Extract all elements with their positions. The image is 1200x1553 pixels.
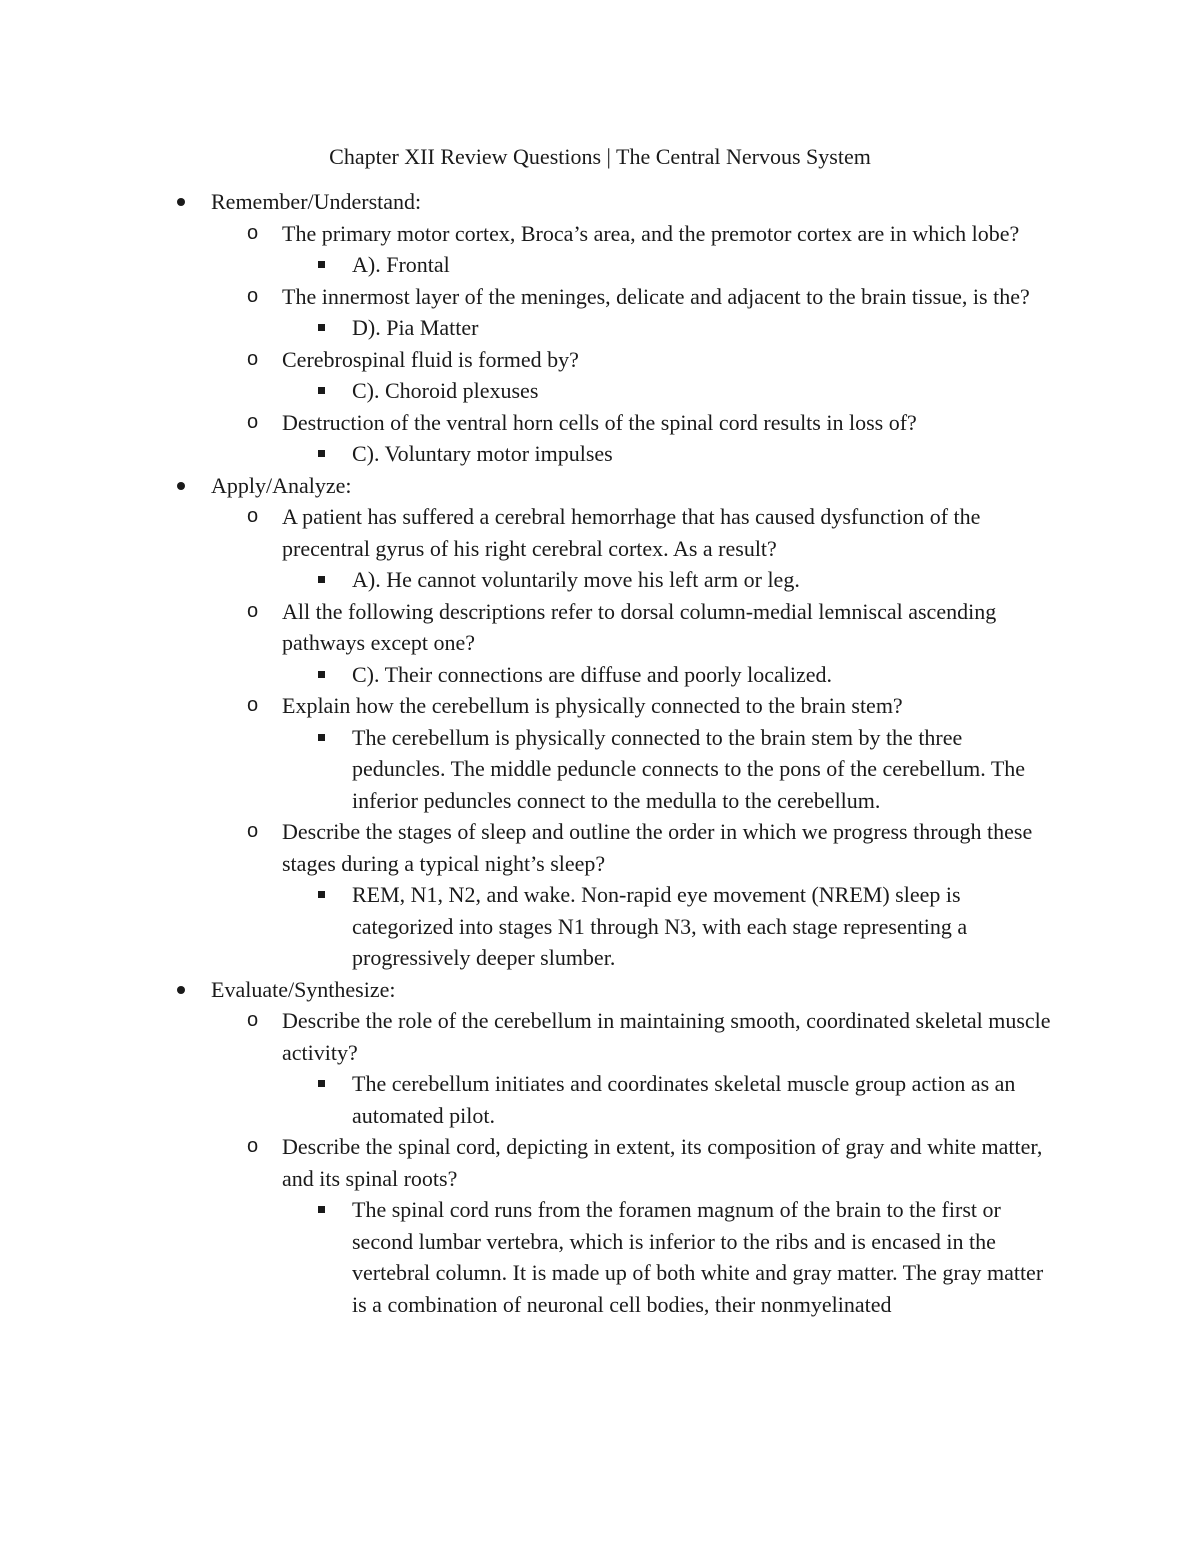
answer-item	[0, 375, 1200, 407]
question-item	[0, 1005, 1200, 1068]
answer-text: The spinal cord runs from the foramen magnum of the brain to the first or second lumbar vertebra, which is inferior to the ribs and is encased in the vertebral column. It is made up of both white and gray matter. The gray matter is a combination of neuronal cell bodies, their nonmyelinated	[352, 1197, 1044, 1317]
section-heading	[0, 470, 1200, 502]
section-heading-text: Evaluate/Synthesize:	[211, 976, 396, 1002]
bullet-square-icon	[318, 879, 330, 911]
bullet-square-icon	[318, 249, 330, 281]
answer-item	[0, 438, 1200, 470]
question-item	[0, 344, 1200, 376]
answer-text: C). Choroid plexuses	[352, 378, 539, 403]
bullet-circle-marker: o	[247, 1009, 259, 1031]
section-heading-text: Remember/Understand:	[211, 189, 422, 214]
answer-text: REM, N1, N2, and wake. Non-rapid eye movement (NREM) sleep is categorized into stages N1 through N3, with each stage representing a progressively deeper slumber.	[352, 882, 968, 970]
answer-text: D). Pia Matter	[352, 315, 479, 340]
question-text: The innermost layer of the meninges, delicate and adjacent to the brain tissue, is the?	[282, 283, 1030, 309]
answer-text: C). Their connections are diffuse and poorly localized.	[352, 661, 832, 687]
bullet-circle-marker: o	[247, 410, 259, 433]
bullet-disc-icon	[174, 974, 188, 1006]
question-text: The primary motor cortex, Broca’s area, and the premotor cortex are in which lobe?	[282, 220, 1020, 246]
bullet-disc-icon	[174, 186, 188, 218]
answer-item	[0, 1194, 1200, 1320]
answer-text: A). Frontal	[352, 252, 450, 277]
answer-item	[0, 312, 1200, 344]
bullet-circle-marker: o	[247, 284, 259, 307]
bullet-square-icon	[318, 722, 330, 754]
bullet-square-icon	[318, 312, 330, 344]
bullet-square-icon	[318, 659, 330, 691]
bullet-circle-marker: o	[247, 820, 259, 842]
document-title: Chapter XII Review Questions | The Central Nervous System	[329, 144, 871, 169]
answer-text: C). Voluntary motor impulses	[352, 441, 613, 466]
bullet-circle-marker: o	[247, 1135, 259, 1157]
answer-item	[0, 659, 1200, 691]
bullet-square-icon	[318, 564, 330, 596]
section-heading-text: Apply/Analyze:	[211, 472, 352, 498]
question-item	[0, 407, 1200, 439]
question-item	[0, 1131, 1200, 1194]
question-text: Cerebrospinal fluid is formed by?	[282, 346, 579, 372]
bullet-square-icon	[318, 1194, 330, 1226]
answer-text: The cerebellum is physically connected to the brain stem by the three peduncles. The middle peduncle connects to the pons of the cerebellum. The inferior peduncles connect to the medulla to the cerebellum.	[352, 724, 1026, 813]
question-text: Describe the role of the cerebellum in maintaining smooth, coordinated skeletal muscle activity?	[282, 1008, 1051, 1065]
answer-item	[0, 249, 1200, 281]
document-body	[0, 186, 1200, 1320]
bullet-circle-marker: o	[247, 221, 259, 244]
question-text: Explain how the cerebellum is physically connected to the brain stem?	[282, 693, 903, 718]
bullet-circle-marker: o	[247, 599, 259, 622]
answer-item	[0, 1068, 1200, 1131]
bullet-circle-marker: o	[247, 694, 259, 716]
question-text: Destruction of the ventral horn cells of the spinal cord results in loss of?	[282, 409, 917, 435]
question-item	[0, 281, 1200, 313]
question-text: Describe the stages of sleep and outline the order in which we progress through these stages during a typical night’s sleep?	[282, 819, 1033, 876]
question-item	[0, 218, 1200, 250]
section-heading	[0, 186, 1200, 218]
question-text: Describe the spinal cord, depicting in extent, its composition of gray and white matter, and its spinal roots?	[282, 1134, 1043, 1191]
question-text: All the following descriptions refer to dorsal column-medial lemniscal ascending pathways except one?	[282, 598, 997, 655]
bullet-disc-icon	[174, 470, 188, 502]
bullet-circle-marker: o	[247, 505, 259, 527]
section-heading	[0, 974, 1200, 1006]
answer-text: A). He cannot voluntarily move his left arm or leg.	[352, 567, 800, 592]
question-text: A patient has suffered a cerebral hemorrhage that has caused dysfunction of the precentral gyrus of his right cerebral cortex. As a result?	[282, 504, 981, 561]
question-item	[0, 596, 1200, 659]
bullet-square-icon	[318, 375, 330, 407]
question-item	[0, 501, 1200, 564]
answer-item	[0, 564, 1200, 596]
answer-item	[0, 879, 1200, 974]
answer-text: The cerebellum initiates and coordinates skeletal muscle group action as an automated pilot.	[352, 1071, 1016, 1128]
bullet-square-icon	[318, 1068, 330, 1100]
answer-item	[0, 722, 1200, 817]
bullet-circle-marker: o	[247, 347, 259, 370]
bullet-square-icon	[318, 438, 330, 470]
question-item	[0, 816, 1200, 879]
question-item	[0, 690, 1200, 722]
